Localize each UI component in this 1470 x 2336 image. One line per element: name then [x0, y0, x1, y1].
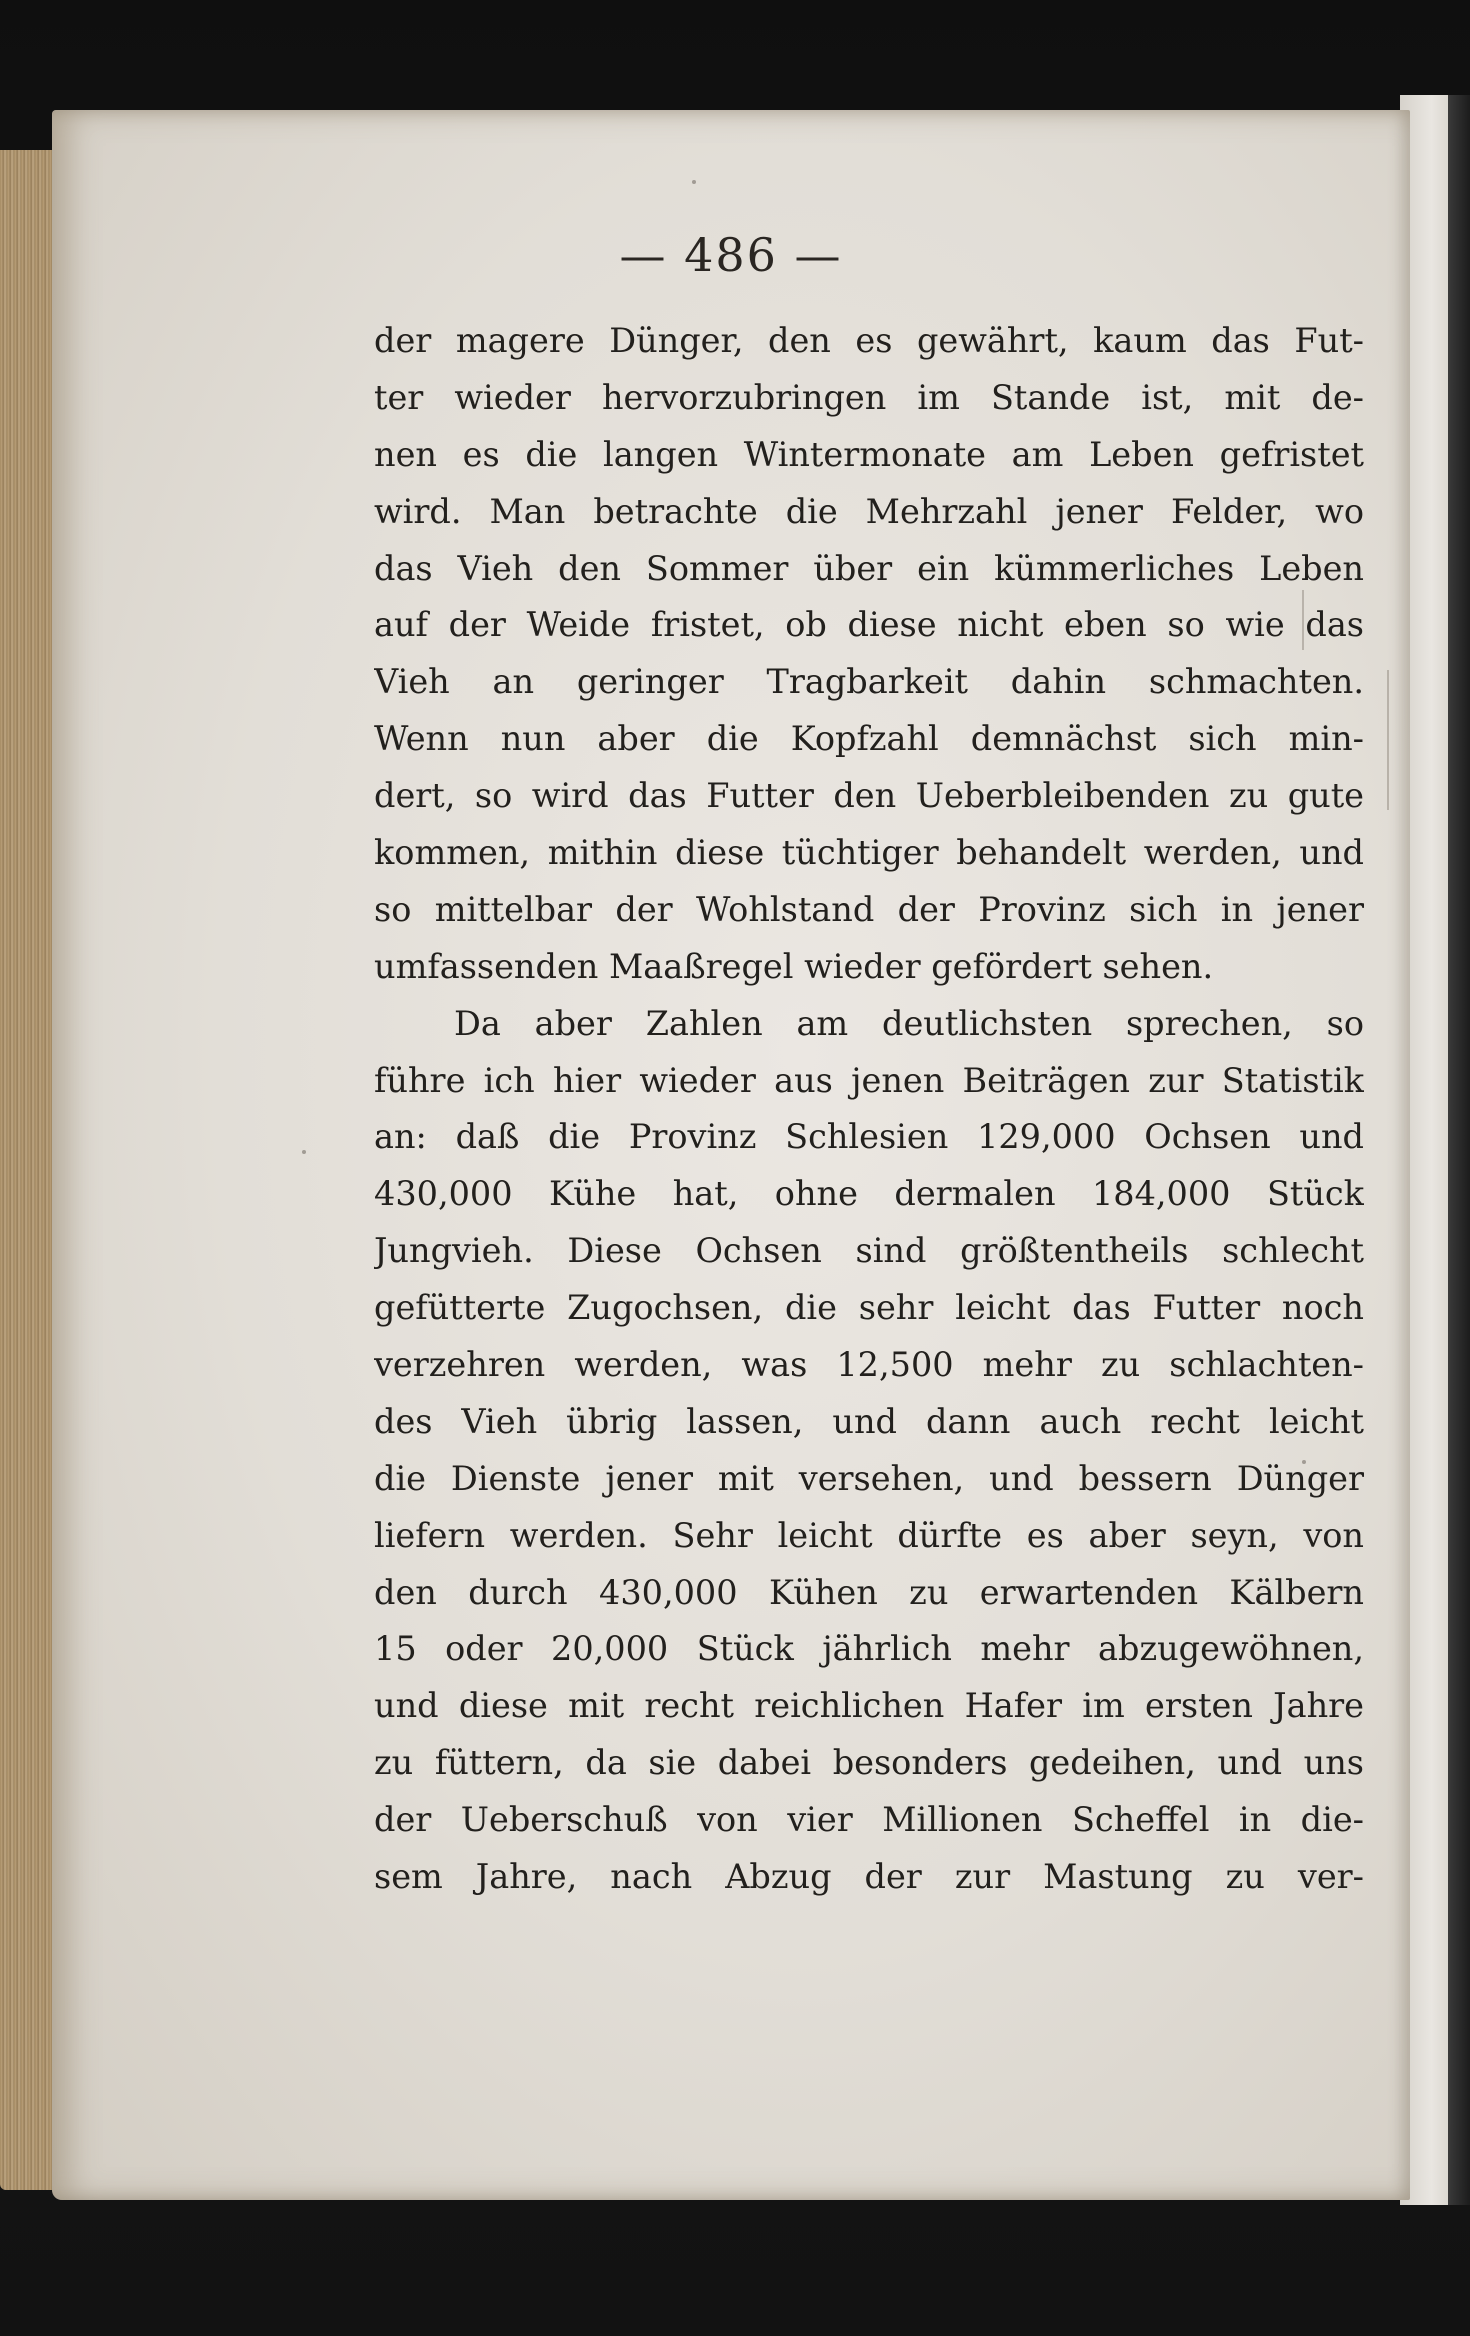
- text-line: kommen, mithin diese tüchtiger behandelt werden, und: [374, 833, 1364, 873]
- text-line: nen es die langen Wintermonate am Leben gefristet: [374, 434, 1364, 474]
- text-line: ter wieder hervorzubringen im Stande ist, mit de-: [374, 377, 1364, 417]
- text-line: verzehren werden, was 12,500 mehr zu schlachten-: [374, 1345, 1364, 1385]
- text-line: die Dienste jener mit versehen, und bessern Dünger: [374, 1458, 1364, 1498]
- page-number: — 486 —: [619, 228, 843, 282]
- text-line: Da aber Zahlen am deutlichsten sprechen, so: [454, 1003, 1364, 1043]
- text-line: und diese mit recht reichlichen Hafer im ersten Jahre: [374, 1686, 1364, 1726]
- adjacent-page-edge: [1400, 95, 1470, 2205]
- text-line: des Vieh übrig lassen, und dann auch recht leicht: [374, 1401, 1364, 1441]
- text-line: an: daß die Provinz Schlesien 129,000 Ochsen und: [374, 1117, 1364, 1157]
- paper-speck: [692, 180, 696, 184]
- text-line: sem Jahre, nach Abzug der zur Mastung zu ver-: [374, 1857, 1364, 1897]
- text-line: gefütterte Zugochsen, die sehr leicht das Futter noch: [374, 1288, 1364, 1328]
- text-line: 430,000 Kühe hat, ohne dermalen 184,000 Stück: [374, 1174, 1364, 1214]
- text-line: der Ueberschuß von vier Millionen Scheffel in die-: [374, 1800, 1364, 1840]
- paper-speck: [302, 1150, 306, 1154]
- page-crease-mark: [1387, 670, 1389, 810]
- text-line: Vieh an geringer Tragbarkeit dahin schmachten.: [374, 662, 1364, 702]
- text-line: der magere Dünger, den es gewährt, kaum das Fut-: [374, 321, 1364, 360]
- text-line: dert, so wird das Futter den Ueberbleibenden zu gute: [374, 776, 1364, 816]
- text-line: den durch 430,000 Kühen zu erwartenden Kälbern: [374, 1572, 1364, 1612]
- text-line: auf der Weide fristet, ob diese nicht eben so wie das: [374, 605, 1364, 645]
- text-line: umfassenden Maaßregel wieder gefördert sehen.: [374, 946, 1214, 986]
- book-cover-edge: [1448, 95, 1470, 2205]
- text-line: wird. Man betrachte die Mehrzahl jener Felder, wo: [374, 491, 1364, 531]
- text-line: liefern werden. Sehr leicht dürfte es aber seyn, von: [374, 1515, 1364, 1555]
- text-line: führe ich hier wieder aus jenen Beiträgen zur Statistik: [374, 1060, 1364, 1100]
- book-page: [52, 110, 1410, 2200]
- text-line: 15 oder 20,000 Stück jährlich mehr abzugewöhnen,: [374, 1629, 1364, 1669]
- text-line: zu füttern, da sie dabei besonders gedeihen, und uns: [374, 1743, 1364, 1783]
- body-text: [374, 313, 1364, 1906]
- text-line: Jungvieh. Diese Ochsen sind größtentheils schlecht: [374, 1231, 1364, 1271]
- text-line: Wenn nun aber die Kopfzahl demnächst sich min-: [374, 719, 1364, 759]
- text-line: das Vieh den Sommer über ein kümmerliches Leben: [374, 548, 1364, 588]
- text-line: so mittelbar der Wohlstand der Provinz sich in jener: [374, 889, 1364, 929]
